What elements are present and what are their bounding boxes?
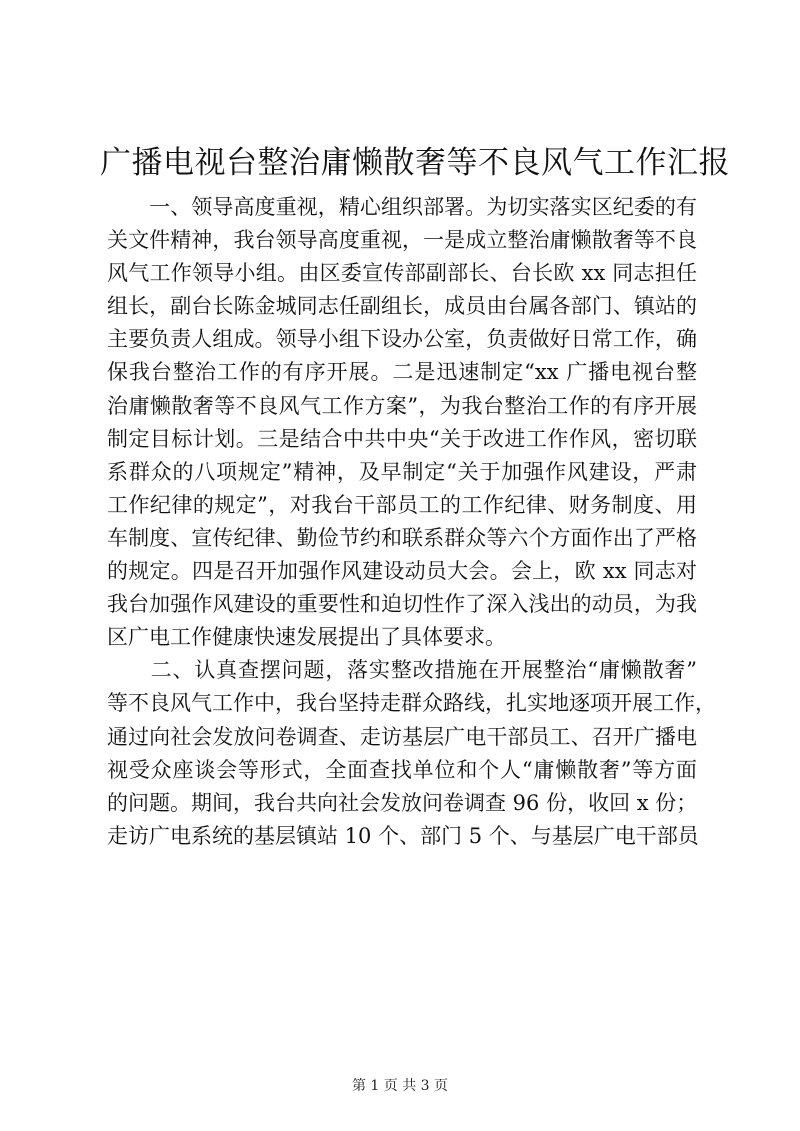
text-line: 关文件精神，我台领导高度重视，一是成立整治庸懒散奢等不良 [107,228,697,253]
text-line: 的问题。期间，我台共向社会发放问卷调查 96 份，收回 x 份； [107,790,698,815]
text-line: 通过向社会发放问卷调查、走访基层广电干部员工、召开广播电 [107,724,697,749]
text-line: 我台加强作风建设的重要性和迫切性作了深入浅出的动员，为我 [107,592,697,617]
text-line: 的规定。四是召开加强作风建设动员大会。会上，欧 xx 同志对 [107,559,697,584]
text-line: 等不良风气工作中，我台坚持走群众路线，扎实地逐项开展工作， [107,691,716,716]
text-line: 治庸懒散奢等不良风气工作方案”，为我台整治工作的有序开展 [107,393,697,418]
text-line: 保我台整治工作的有序开展。二是迅速制定“xx 广播电视台整 [107,360,697,385]
paragraph-1 [107,191,697,654]
text-line: 风气工作领导小组。由区委宣传部副部长、台长欧 xx 同志担任 [107,261,697,286]
text-line: 工作纪律的规定”，对我台干部员工的工作纪律、财务制度、用 [107,492,697,517]
text-line: 走访广电系统的基层镇站 10 个、部门 5 个、与基层广电干部员 [107,823,699,848]
text-line: 组长，副台长陈金城同志任副组长，成员由台属各部门、镇站的 [107,294,697,319]
paragraph-2 [107,654,716,853]
text-line: 视受众座谈会等形式，全面查找单位和个人“庸懒散奢”等方面 [107,757,697,782]
text-line: 车制度、宣传纪律、勤俭节约和联系群众等六个方面作出了严格 [107,525,697,550]
text-line: 一、领导高度重视，精心组织部署。为切实落实区纪委的有 [107,195,697,219]
document-title: 广播电视台整治庸懒散奢等不良风气工作汇报 [100,145,730,181]
text-line: 系群众的八项规定”精神，及早制定“关于加强作风建设，严肃 [107,459,697,484]
text-line: 二、认真查摆问题，落实整改措施在开展整治“庸懒散奢” [107,658,697,683]
page-footer: 第 1 页 共 3 页 [351,1078,449,1094]
text-line: 区广电工作健康快速发展提出了具体要求。 [107,625,506,650]
text-line: 主要负责人组成。领导小组下设办公室，负责做好日常工作，确 [107,327,697,352]
document-body [107,191,716,853]
text-line: 制定目标计划。三是结合中共中央“关于改进工作作风，密切联 [107,426,697,451]
